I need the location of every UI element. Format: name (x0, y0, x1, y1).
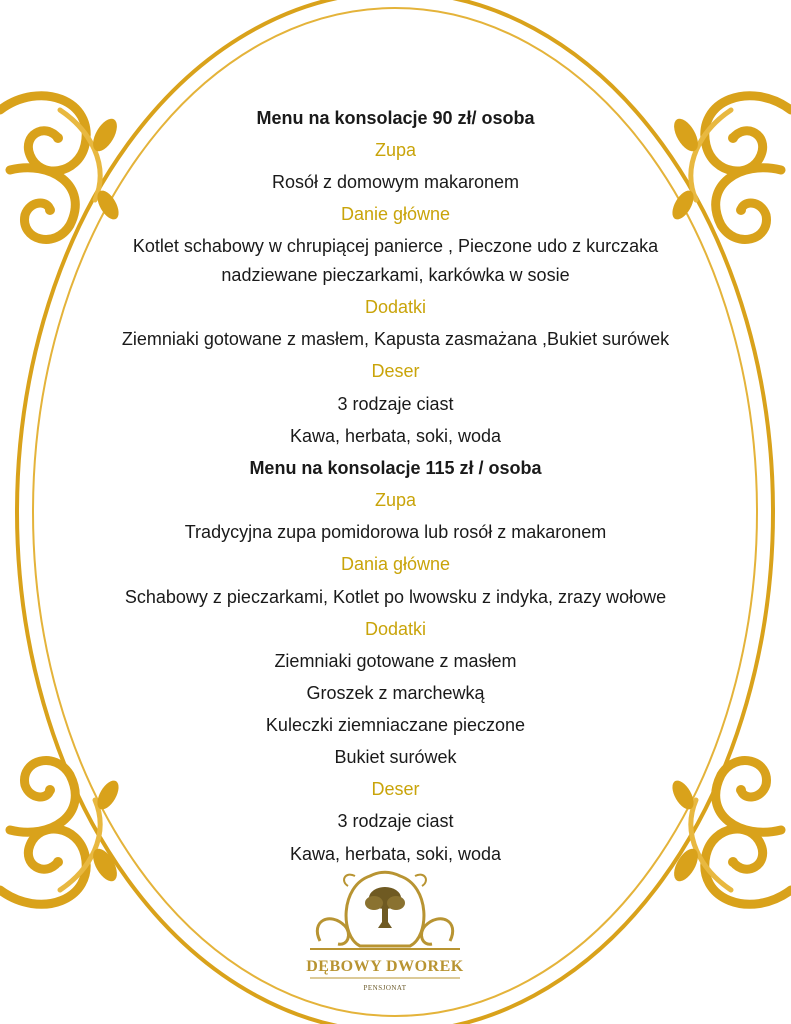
menu1-main-line2: nadziewane pieczarkami, karkówka w sosie (221, 265, 570, 285)
menu2-soup: Tradycyjna zupa pomidorowa lub rosół z makaronem (184, 522, 607, 542)
menu2-soup-heading: Zupa (374, 490, 417, 510)
logo-subtitle: PENSJONAT (363, 984, 407, 992)
menu1-main-line1: Kotlet schabowy w chrupiącej panierce , Pieczone udo z kurczaka (132, 236, 659, 256)
menu1-sides: Ziemniaki gotowane z masłem, Kapusta zasmażana ,Bukiet surówek (121, 329, 670, 349)
menu2-main: Schabowy z pieczarkami, Kotlet po lwowsku z indyka, zrazy wołowe (124, 587, 667, 607)
menu2-side-item: Ziemniaki gotowane z masłem (274, 651, 517, 671)
menu1-dessert-heading: Deser (371, 361, 420, 381)
menu2-sides-heading: Dodatki (364, 619, 427, 639)
menu2-dessert-heading: Deser (371, 779, 420, 799)
menu2-main-heading: Dania główne (340, 554, 451, 574)
menu2-side-item: Groszek z marchewką (306, 683, 485, 703)
oak-tree-icon (365, 887, 405, 928)
menu1-sides-heading: Dodatki (364, 297, 427, 317)
menu1-soup: Rosół z domowym makaronem (271, 172, 520, 192)
logo-name: DĘBOWY DWOREK (306, 958, 464, 975)
menu2-dessert1: 3 rodzaje ciast (337, 811, 454, 831)
menu1-dessert2: Kawa, herbata, soki, woda (289, 426, 502, 446)
menu2-side-item: Bukiet surówek (334, 747, 457, 767)
menu2-side-item: Kuleczki ziemniaczane pieczone (265, 715, 526, 735)
menu1-dessert1: 3 rodzaje ciast (337, 394, 454, 414)
menu1-soup-heading: Zupa (374, 140, 417, 160)
debowy-dworek-logo (300, 866, 470, 996)
menu1-main-heading: Danie główne (340, 204, 451, 224)
menu2-title: Menu na konsolacje 115 zł / osoba (249, 458, 542, 478)
menu1-title: Menu na konsolacje 90 zł/ osoba (256, 108, 535, 128)
menu2-dessert2: Kawa, herbata, soki, woda (289, 844, 502, 864)
